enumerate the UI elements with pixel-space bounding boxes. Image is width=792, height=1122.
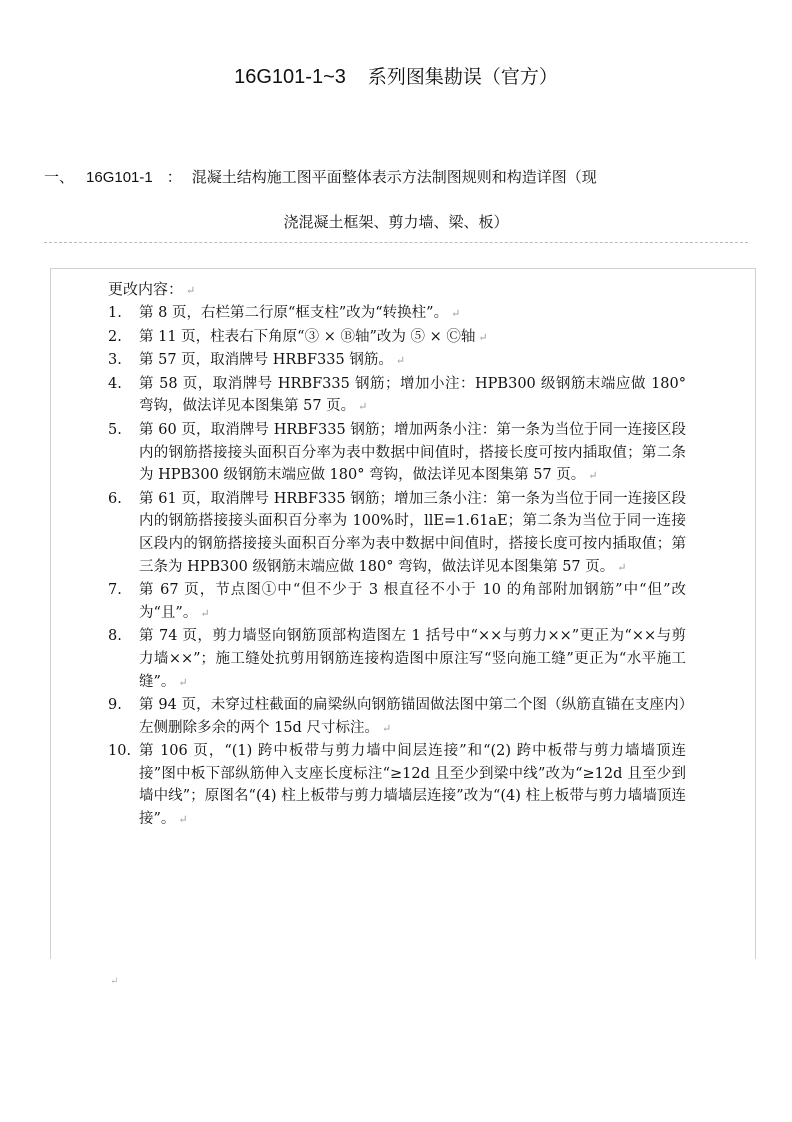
paragraph-mark-icon: ↵ <box>200 606 210 620</box>
change-item-text: 第 61 页，取消牌号 HRBF335 钢筋；增加三条小注：第一条为当位于同一连接区段内的钢筋搭接接头面积百分率为 100%时，llE=1.61aE；第二条为当位于同一连接区段内的钢筋搭接接头面积百分率为表中数据中间值时，搭接长度可按内插取值；第三条为 HPB300 级钢筋末端应做 180° 弯钩，做法详见本图集第 57 页。 <box>139 490 686 575</box>
document-title <box>0 62 792 89</box>
change-item-number: 8. <box>108 628 122 645</box>
section-code: 16G101-1 <box>86 169 153 186</box>
paragraph-mark-icon: ↵ <box>110 976 119 987</box>
change-item-number: 6. <box>108 490 122 507</box>
change-item-number: 1. <box>108 305 122 321</box>
change-item-text: 第 58 页，取消牌号 HRBF335 钢筋；增加小注：HPB300 级钢筋末端应做 180° 弯钩，做法详见本图集第 57 页。 <box>139 375 686 415</box>
change-item-text: 第 106 页，“(1) 跨中板带与剪力墙中间层连接”和“(2) 跨中板带与剪力墙墙顶连接”图中板下部纵筋伸入支座长度标注“≥12d 且至少到梁中线”改为“≥12d 且至少到墙中线”；原图名“(4) 柱上板带与剪力墙墙层连接”改为“(4) 柱上板带与剪力墙墙顶连接”。 <box>139 743 686 828</box>
change-item-number: 3. <box>108 352 122 369</box>
paragraph-mark-icon: ↵ <box>588 469 598 483</box>
change-item-number: 7. <box>108 582 122 599</box>
change-item <box>108 302 686 326</box>
paragraph-mark-icon: ↵ <box>395 354 406 368</box>
change-item <box>108 488 686 579</box>
change-item <box>108 419 686 488</box>
change-item <box>108 373 686 419</box>
change-item-text: 第 74 页，剪力墙竖向钢筋顶部构造图左 1 括号中“××与剪力××”更正为“××与剪力墙××”；施工缝处抗剪用钢筋连接构造图中原注写“竖向施工缝”更正为“水平施工缝”。 <box>139 628 686 690</box>
paragraph-mark-icon: ↵ <box>617 560 627 574</box>
paragraph-mark-icon: ↵ <box>178 813 188 827</box>
dashed-divider <box>44 242 748 243</box>
changes-heading: 更改内容： ↵ <box>108 280 196 298</box>
change-item <box>108 625 686 694</box>
change-item <box>108 694 686 740</box>
change-item-number: 2. <box>108 328 122 345</box>
change-list <box>108 302 686 832</box>
change-item-text: 第 11 页，柱表右下角原“③ × Ⓑ轴”改为 ⑤ × Ⓒ轴 <box>139 328 476 345</box>
change-item-number: 4. <box>108 375 122 392</box>
paragraph-mark-icon: ↵ <box>186 284 196 297</box>
change-item-text: 第 94 页，未穿过柱截面的扁梁纵向钢筋锚固做法图中第二个图（纵筋直锚在支座内）左侧删除多余的两个 15d 尺寸标注。 <box>139 697 686 736</box>
change-item <box>108 579 686 625</box>
paragraph-mark-icon: ↵ <box>358 400 368 414</box>
section-colon: ： <box>166 168 182 186</box>
paragraph-mark-icon: ↵ <box>451 307 461 320</box>
paragraph-mark-icon: ↵ <box>178 675 188 689</box>
title-text: 系列图集勘误（官方） <box>367 66 558 88</box>
paragraph-mark-icon: ↵ <box>478 330 488 344</box>
change-item-text: 第 67 页，节点图①中“但不少于 3 根直径不小于 10 的角部附加钢筋”中“但”改为“且”。 <box>139 582 686 621</box>
change-item-number: 10. <box>108 743 132 760</box>
change-item-text: 第 8 页，右栏第二行原“框支柱”改为“转换柱”。 <box>139 305 449 321</box>
paragraph-mark-icon: ↵ <box>381 721 392 735</box>
change-item <box>108 349 686 373</box>
section-title-line2: 浇混凝土框架、剪力墙、梁、板） <box>283 213 509 231</box>
change-item-text: 第 60 页，取消牌号 HRBF335 钢筋；增加两条小注：第一条为当位于同一连接区段内的钢筋搭接接头面积百分率为表中数据中间值时，搭接长度可按内插取值；第二条为 HPB300 级钢筋末端应做 180° 弯钩，做法详见本图集第 57 页。 <box>139 421 686 484</box>
change-item <box>108 326 686 350</box>
title-code: 16G101-1~3 <box>234 66 346 88</box>
change-item-text: 第 57 页，取消牌号 HRBF335 钢筋。 <box>139 352 393 369</box>
section-title-line1: 混凝土结构施工图平面整体表示方法制图规则和构造详图（现 <box>191 168 597 186</box>
section-number: 一、 <box>44 168 75 186</box>
change-item-number: 9. <box>108 697 122 714</box>
change-item-number: 5. <box>108 421 122 438</box>
section-heading <box>44 167 748 188</box>
change-item <box>108 740 686 831</box>
